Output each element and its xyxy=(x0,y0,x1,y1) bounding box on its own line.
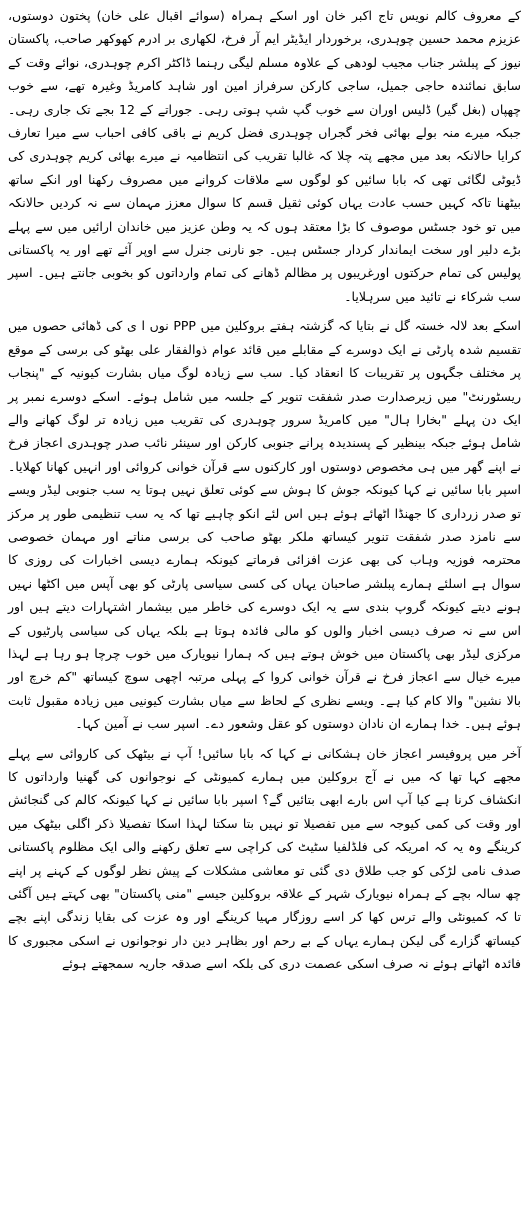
paragraph-closing-story: آخر میں پروفیسر اعجاز خان ہشکانی نے کہا کہ بابا سائیں! آپ نے بیٹھک کی کاروائی سے پہلے مجھے کہا تھا کہ میں نے آج بروکلین میں ہمارے کمیونٹی کے نوجوانوں کی گھنیا وارداتوں کا انکشاف کرنا ہے کیا آپ اس بارے ابھی بتائیں گے؟ اسپر بابا سائیں نے کہا کیونکہ کالم کی گنجائش اور وقت کی کمی کیوجہ سے میں تفصیلا تو نہیں بتا سکتا لہذا اسکا تفصیلا ذکر اگلی بیٹھک میں کرینگے وہ یہ کہ امریکہ کی فلڈلفیا سٹیٹ کی کراچی سے تعلق رکھنے والی ایک مظلوم پاکستانی صدف نامی لڑکی کو جب طلاق دی گئی تو معاشی مشکلات کے پیش نظر لوگوں کے کہنے پر اپنے چھ سالہ بچے کے ہمراہ نیویارک شہر کے علاقہ بروکلین جیسے "منی پاکستان" بھی کہتے ہیں آگئی تا کہ کمیونٹی والے ترس کھا کر اسے روزگار مہیا کرینگے اور وہ عزت کی بقایا زندگی اپنے بچے کیساتھ گزارے گی لیکن ہمارے یہاں کے بے رحم اور بظاہر دین دار نوجوانوں نے اسکی مجبوری کا فائدہ اٹھاتے ہوئے نہ صرف اسکی عصمت دری کی بلکہ اسے صدقہ جاریہ سمجھتے ہوئے xyxy=(8,745,521,972)
paragraph-ppp-events: اسکے بعد لالہ خستہ گل نے بتایا کہ گزشتہ ہفتے بروکلین میں PPP نوں ا ی کی ڈھائی حصوں میں تقسیم شدہ پارٹی نے ایک دوسرے کے مقابلے میں قائد عوام ذوالفقار علی بھٹو کی برسی کے موقع پر مختلف جگہوں پر تقریبات کا انعقاد کیا۔ سب سے زیادہ لوگ میاں بشارت کیونیہ کے "پنجاب ریسٹورنٹ" میں زیرصدارت صدر شفقت تنویر کے جلسہ میں شامل ہوئے۔ اسکے دوسرے نمبر پر ایک دن پہلے "بخارا ہال" میں کامریڈ سرور چوہدری کی تقریب میں زیادہ تر لوگ کھانے والے شامل ہوئے جبکہ بینظیر کے پسندیدہ پرانے جنوبی کارکن اور سینئر نائب صدر چوہدری اعجاز فرخ نے اپنے گھر میں ہی مخصوص دوستوں اور کارکنوں سے قرآن خوانی کروائی اور انہیں کھانا کھلایا۔ اسپر بابا سائیں نے کہا کیونکہ جوش کا ہوش سے کوئی تعلق نہیں ہوتا یہ سب جنوبی لیڈر ویسے تو صدر زرداری کا جھنڈا اٹھائے ہوئے ہیں اس لئے انکو چاہیے تھا کہ یہ سب تنظیمی طور پر مرکز سے نامزد صدر شفقت تنویر کیساتھ ملکر بھٹو صاحب کی برسی مناتے اور مہمان خصوصی محترمہ فوزیہ وہاب کی بھی عزت افزائی فرماتے کیونکہ ہمارے دیسی اخبارات کی روزی کا سوال ہے اسلئے ہمارے پبلشر صاحبان یہاں کی کسی سیاسی پارٹی کو بھی آپس میں اکٹھا نہیں ہونے دیتے کیونکہ گروپ بندی سے یہ ایک دوسرے کی خاطر میں بیشمار اشتہارات دیتے ہیں اور اس سے نہ صرف دیسی اخبار والوں کو مالی فائدہ ہوتا ہے بلکہ یہاں کی سیاسی پارٹیوں کے مرکزی لیڈر بھی پاکستان میں خوش ہوتے ہیں کہ ہمارا نیویارک میں خوب چرچا ہو رہا ہے لہذا میرے خیال سے اعجاز فرخ نے قرآن خوانی کروا کے پہلی مرتبہ اچھی سوچ کیساتھ "کم خرچ اور بالا نشین" والا کام کیا ہے۔ ویسے نظری کے لحاظ سے میاں بشارت کیونیی میں زیادہ مقبول ثابت ہوئے ہیں۔ خدا ہمارے ان نادان دوستوں کو عقل وشعور دے۔ اسپر سب نے آمین کہا۔ xyxy=(8,318,522,732)
paragraph-guests: کے معروف کالم نویس تاج اکبر خان اور اسکے ہمراہ (سوائے اقبال علی خان) پختون دوستوں، عزیزم محمد حسین چوہدری، برخوردار ایڈیٹر ایم آر فرخ، لکھاری بر ادرم کھوکھر صاحب، پاکستان نیوز کے پبلشر جناب مجیب لودھی کے علاوہ مسلم لیگی رہنما ڈاکٹر اکرم چوہدری، نوائے وقت کے سابق نمائندہ حاجی جمیل، ساجی کارکن سرفراز امین اور شاہد کامریڈ وغیرہ تھے، سے خوب چھپاں (بغل گیر) ڈلیس اوران سے خوب گپ شپ ہوتی رہی۔ جوراتے کے 12 بجے تک جاری رہی۔ جبکہ میرے منہ بولے بھائی فخر گجراں چوہدری فضل کریم نے باقی کافی احباب سے میرا تعارف کرایا حالانکہ بعد میں مجھے پتہ چلا کہ غالبا تقریب کی انتظامیہ نے میرے بھائی کریم چوہدری کی ڈیوٹی لگائی تھی کہ بابا سائیں کو لوگوں سے ملاقات کروانے میں مصروف رکھنا اور انکے ساتھ بیٹھنا تاکہ کہیں حسب عادت یہاں کوئی ثقیل قسم کا سوال معزز مہمان سے نہ کردیں حالانکہ میں تو خود جسٹس موصوف کا بڑا معتقد ہوں کہ یہ وطن عزیز میں خاندان ارائیں میں سے پہلے بڑے دلیر اور سخت ایماندار کردار جسٹس ہیں۔ جو نارنی جنرل سے اوپر آئے تھے اور یہ پاکستانی پولیس کی تمام حرکتوں اورغریبوں پر مظالم ڈھانے کی تمام وارداتوں کو بخوبی جانتے ہیں۔ اسپر سب شرکاء نے تائید میں سرہلایا۔ xyxy=(8,8,521,304)
